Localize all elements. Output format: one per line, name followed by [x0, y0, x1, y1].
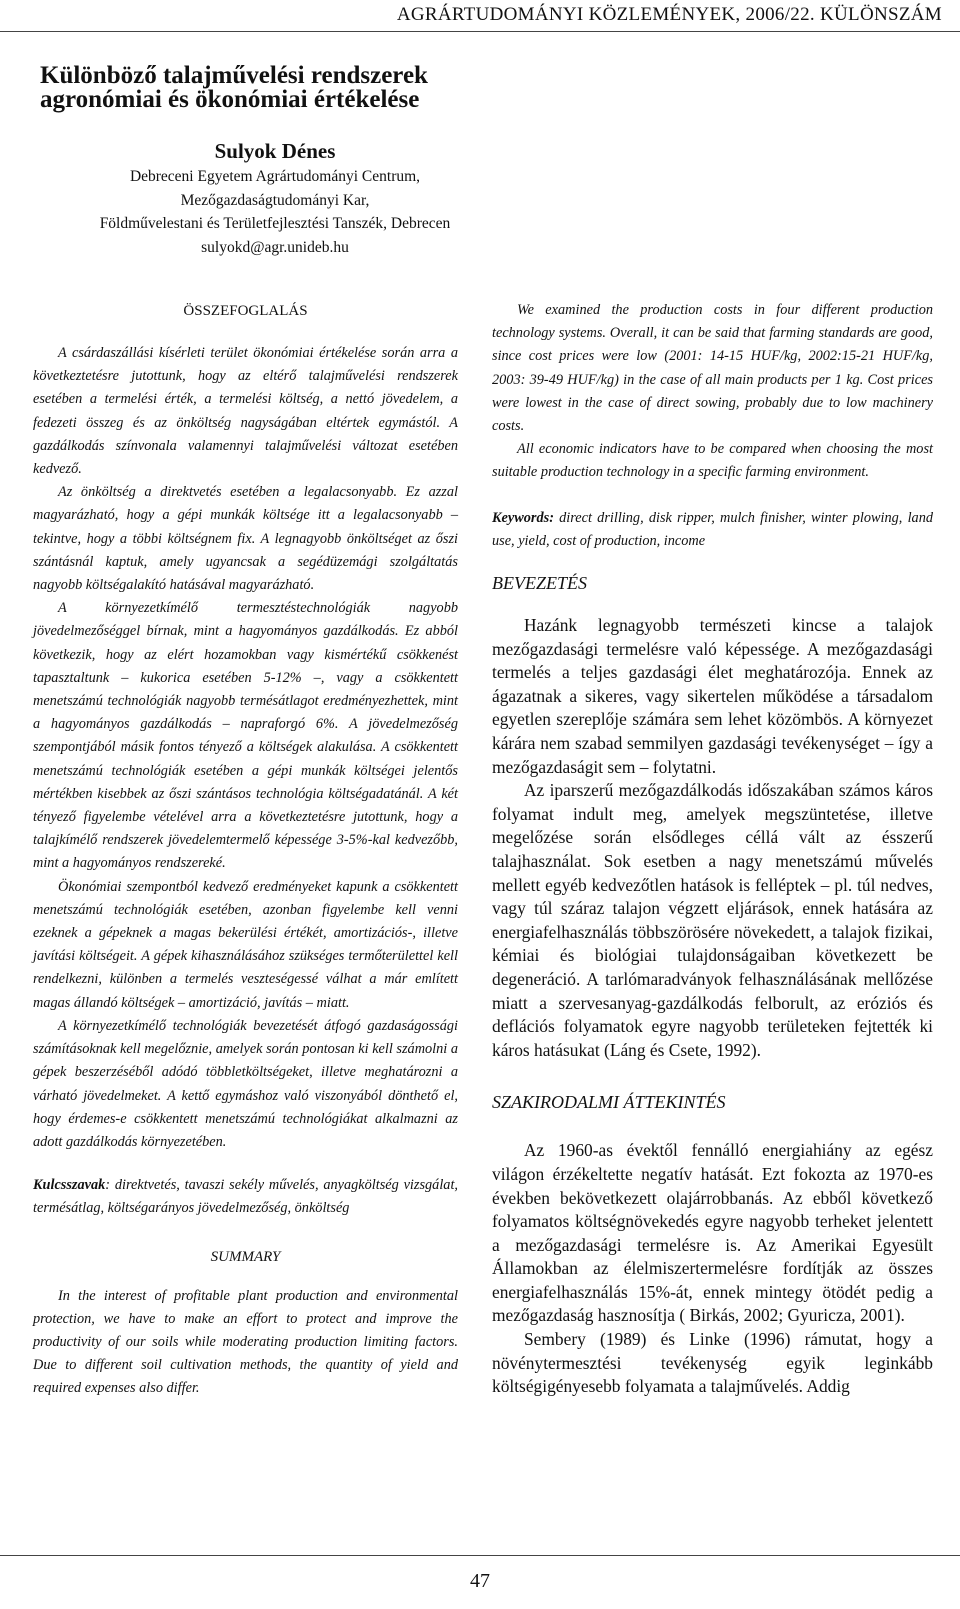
author-email: sulyokd@agr.unideb.hu	[201, 238, 349, 256]
abstract-paragraph: A környezetkímélő technológiák bevezetését átfogó gazdaságossági számításoknak kell megelőznie, amelyek során pontosan ki kell számolni a gépek beszerzéséből adódó többletköltségeket, illetve meghatározni a várható jövedelmeket. A kettő egymáshoz való viszonyából dönthető el, hogy érdemes-e csökkentett menetszámú technológiákat alkalmazni az adott gazdálkodás környezetében.	[33, 1017, 458, 1150]
keywords-hu-text: : direktvetés, tavaszi sekély művelés, anyagköltség vizsgálat, termésátlag, költségarányos jövedelmezőség, önköltség	[33, 1177, 458, 1217]
section-heading-literature: SZAKIRODALMI ÁTTEKINTÉS	[492, 1092, 726, 1113]
title-line-2: agronómiai és ökonómiai értékelése	[40, 86, 420, 113]
summary-paragraph: We examined the production costs in four different production technology systems. Overall, it can be said that farming standards are good, since cost prices were low (2001: 14-15 HUF/kg, 2002:15-21 HUF/kg, 2003: 39-49 HUF/kg) in the case of all main products per 1 kg. Cost prices were lowest in the case of direct sowing, probably due to low machinery costs.	[492, 302, 933, 435]
footer-divider	[0, 1555, 960, 1556]
affiliation-line: Földművelestani és Területfejlesztési Tanszék, Debrecen	[99, 215, 451, 232]
affiliation-line: Mezőgazdaságtudományi Kar,	[180, 191, 370, 209]
keywords-en-text: direct drilling, disk ripper, mulch finisher, winter plowing, land use, yield, cost of production, income	[492, 509, 933, 549]
body-paragraph: Sembery (1989) és Linke (1996) rámutat, hogy a növénytermesztési tevékenység egyik leginkább költségigényesebb folyamata a talajművelés. Addig	[492, 1329, 933, 1397]
author-block	[0, 137, 550, 259]
summary-heading: SUMMARY	[210, 1248, 281, 1265]
article-title	[40, 64, 500, 112]
summary-paragraph: In the interest of profitable plant production and environmental protection, we have to make an effort to protect and improve the productivity of our soils while moderating production limiting factors. Due to different soil cultivation methods, the quantity of yield and required expenses also differ.	[33, 1287, 458, 1397]
keywords-en-label: Keywords:	[492, 509, 554, 526]
running-header: AGRÁRTUDOMÁNYI KÖZLEMÉNYEK, 2006/22. KÜLÖNSZÁM	[396, 4, 942, 25]
keywords-hu	[33, 1174, 458, 1220]
affiliation-line: Debreceni Egyetem Agrártudományi Centrum,	[129, 168, 421, 185]
keywords-hu-label: Kulcsszavak	[33, 1177, 106, 1194]
abstract-heading: ÖSSZEFOGLALÁS	[183, 303, 308, 319]
section-heading-introduction: BEVEZETÉS	[492, 573, 587, 594]
right-column	[492, 299, 933, 1399]
abstract-paragraph: A környezetkímélő termesztéstechnológiák nagyobb jövedelmezőséggel bírnak, mint a hagyományos gazdálkodás. Ez abból következik, hogy az elért hozamokban vagy kismértékű csökkenést tapasztaltunk – kukorica esetében 5-12% –, vagy a csökkentett menetszámú technológiák nagyobb termésátlagot eredményezhettek, mint a hagyományos gazdálkodás – napraforgó 6%. A jövedelmezőség szempontjából másik fontos tényező a költségek alakulása. A csökkentett menetszámú technológiák esetében a gépi munkák költségei jelentős mértékben kisebbek az őszi szántásos technológia költségadatánál. A két tényező figyelembe vételével arra a következtetésre jutottunk, hogy a talajkímélő rendszerek jövedelemtermelő képessége 3-5%-kal kedvezőbb, mint a hagyományos rendszereké.	[33, 600, 458, 872]
body-paragraph: Az 1960-as évektől fennálló energiahiány az egész világon érzékeltette negatív hatását. Ezt fokozta az 1970-es években bekövetkezett olajárrobbanás. Az ebből következő folyamatos költségnövekedés egyre nagyobb terheket jelentett a mezőgazdasági termelésre is. Az Amerikai Egyesült Államokban az élelmiszertermelésre fordítják az összes energiafelhasználás 15%-át, ennek mintegy ötödét pedig a mezőgazdaság hasznosítja ( Birkás, 2002; Gyuricza, 2001).	[492, 1140, 933, 1326]
body-paragraph: Hazánk legnagyobb természeti kincse a talajok mezőgazdasági termelésre való képessége. A mezőgazdasági termelés a teljes gazdasági élet meghatározója. Ennek az ágazatnak a sikeres, vagy sikertelen működése a társadalom egyetlen szereplője számára sem lehet közömbös. A környezet kárára nem szabad semmilyen gazdasági tevékenységet – így a mezőgazdaságit sem – folytatni.	[492, 615, 933, 777]
left-column	[33, 300, 458, 1401]
title-line-1: Különböző talajművelési rendszerek	[40, 62, 428, 89]
page-number: 47	[470, 1570, 490, 1592]
keywords-en	[492, 507, 933, 553]
summary-paragraph: All economic indicators have to be compared when choosing the most suitable production technology in a specific farming environment.	[492, 441, 933, 481]
body-paragraph: Az iparszerű mezőgazdálkodás időszakában számos káros folyamat indult meg, amelyek megszüntetése, illetve megelőzése során elsődleges céllá vált az ésszerű talajhasználat. Sok esetben a nagy menetszámú művelés mellett egyéb kedvezőtlen hatások is felléptek – pl. túl nedves, vagy túl száraz talajon végzett eljárások, ennek hatására az energiafelhasználás többszörösére növekedett, a talajok fizikai, kémiai és biológiai tulajdonságaiban következett be degeneráció. A tarlómaradványok felhasználásának mellőzése miatt a szervesanyag-gazdálkodás felborult, az eróziós és deflációs folyamatok egyre nagyobb területeken fejtették ki káros hatásukat (Láng és Csete, 1992).	[492, 780, 933, 1060]
abstract-paragraph: Ökonómiai szempontból kedvező eredményeket kapunk a csökkentett menetszámú technológiák esetében, azonban figyelembe kell venni ezeknek a gépeknek a magas bekerülési értékét, amortizációs-, illetve javítási költségeit. A gépek kihasználásához szükséges termőterülettel kell rendelkezni, különben a termelés veszteségessé válhat a már említett magas állandó költségek – amortizáció, javítás – miatt.	[33, 878, 458, 1011]
abstract-paragraph: A csárdaszállási kísérleti terület ökonómiai értékelése során arra a következtetésre jutottunk, hogy az eltérő talajművelési rendszerek esetében a termelési érték, a termelési költség, a nettó jövedelem, a fedezeti összeg és az önköltség nagyságában eltértek egymástól. A gazdálkodás színvonala valamennyi talajművelési változat esetében kedvező.	[33, 345, 458, 478]
author-name: Sulyok Dénes	[214, 139, 336, 163]
header-divider	[0, 31, 960, 32]
abstract-paragraph: Az önköltség a direktvetés esetében a legalacsonyabb. Ez azzal magyarázható, hogy a gépi munkák költsége itt a legalacsonyabb – tekintve, hogy a többi költségnem fix. A legnagyobb önköltséget az őszi szántásnál kaptuk, amely ugyancsak a segédüzemági szolgáltatás nagyobb költségalakító hatásával magyarázható.	[33, 484, 458, 594]
